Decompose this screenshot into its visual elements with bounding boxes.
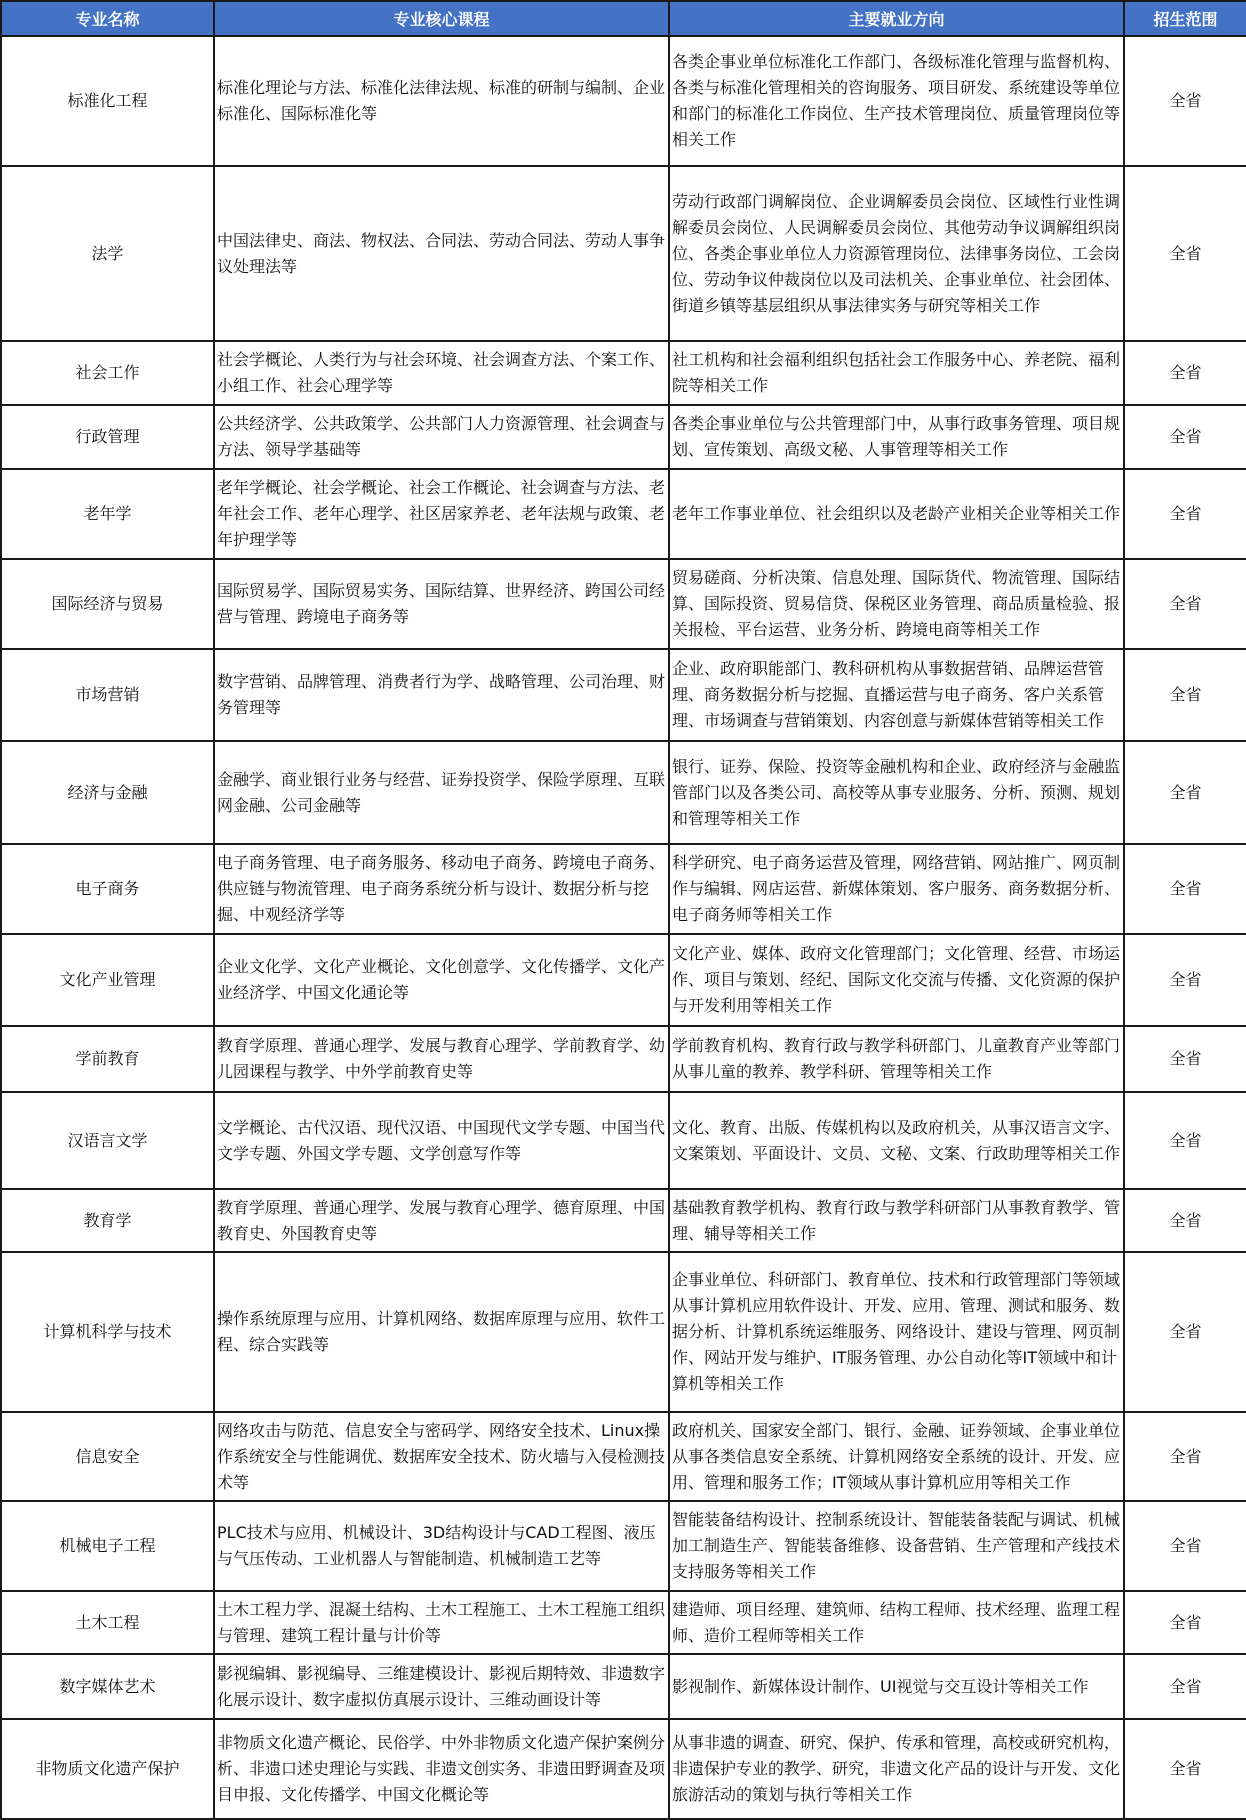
header-row [1,1,1246,36]
major-name-cell-text: 老年学 [83,504,132,523]
employment-cell-text: 企业、政府职能部门、教科研机构从事数据营销、品牌运营管理、商务数据分析与挖掘、直播运营与电子商务、客户关系管理、市场调查与营销策划、内容创意与新媒体营销等相关工作 [672,659,1105,730]
enrollment-scope-cell-text: 全省 [1169,879,1202,898]
enrollment-scope-cell [1124,405,1246,469]
table-row [1,1501,1246,1591]
employment-cell [669,741,1124,844]
header-employment: 主要就业方向 [669,1,1124,36]
major-name-cell-text: 国际经济与贸易 [51,594,164,613]
employment-cell [669,649,1124,741]
employment-cell [669,1654,1124,1719]
employment-cell-text: 劳动行政部门调解岗位、企业调解委员会岗位、区域性行业性调解委员会岗位、人民调解委员会岗位、其他劳动争议调解组织岗位、各类企事业单位人力资源管理岗位、法律事务岗位、工会岗位、劳动争议仲裁岗位以及司法机关、企事业单位、社会团体、街道乡镇等基层组织从事法律实务与研究等相关工作 [672,191,1121,315]
core-courses-cell-text: 影视编辑、影视编导、三维建模设计、影视后期特效、非遗数字化展示设计、数字虚拟仿真展示设计、三维动画设计等 [217,1663,666,1709]
enrollment-scope-cell-text: 全省 [1169,363,1202,382]
core-courses-cell-text: 公共经济学、公共政策学、公共部门人力资源管理、社会调查与方法、领导学基础等 [217,414,666,459]
core-courses-cell [214,469,669,559]
core-courses-cell [214,341,669,405]
core-courses-cell [214,166,669,341]
major-name-cell [1,1654,214,1719]
major-name-cell [1,1092,214,1189]
employment-cell-text: 从事非遗的调查、研究、保护、传承和管理，高校或研究机构，非遗保护专业的教学、研究，非遗文化产品的设计与开发、文化旅游活动的策划与执行等相关工作 [672,1733,1121,1804]
table-row [1,741,1246,844]
enrollment-scope-cell-text: 全省 [1169,1322,1202,1341]
table-row [1,1026,1246,1092]
core-courses-cell [214,1719,669,1819]
employment-cell-text: 智能装备结构设计、控制系统设计、智能装备装配与调试、机械加工制造生产、智能装备维修、设备营销、生产管理和产线技术支持服务等相关工作 [672,1510,1121,1581]
core-courses-cell-text: 国际贸易学、国际贸易实务、国际结算、世界经济、跨国公司经营与管理、跨境电子商务等 [217,581,666,626]
enrollment-scope-cell-text: 全省 [1169,91,1202,110]
enrollment-scope-cell-text: 全省 [1169,243,1202,263]
major-name-cell-text: 学前教育 [75,1049,140,1068]
table-row [1,559,1246,649]
core-courses-cell [214,844,669,934]
core-courses-cell [214,1252,669,1412]
core-courses-cell [214,559,669,649]
major-name-cell-text: 法学 [91,243,124,263]
major-name-cell [1,405,214,469]
major-name-cell [1,1591,214,1654]
major-name-cell-text: 标准化工程 [67,91,148,110]
employment-cell [669,1252,1124,1412]
table-row [1,844,1246,934]
enrollment-scope-cell-text: 全省 [1169,1612,1202,1632]
enrollment-scope-cell [1124,1189,1246,1252]
header-enrollment-scope: 招生范围 [1124,1,1246,36]
employment-cell [669,36,1124,166]
core-courses-cell-text: 企业文化学、文化产业概论、文化创意学、文化传播学、文化产业经济学、中国文化通论等 [217,957,666,1002]
table-row [1,1092,1246,1189]
enrollment-scope-cell-text: 全省 [1169,1049,1202,1068]
employment-cell [669,341,1124,405]
major-name-cell-text: 电子商务 [75,879,140,898]
enrollment-scope-cell-text: 全省 [1169,1676,1202,1696]
enrollment-scope-cell-text: 全省 [1169,782,1202,802]
major-name-cell [1,341,214,405]
enrollment-scope-cell [1124,1501,1246,1591]
major-name-cell [1,469,214,559]
table-row [1,1412,1246,1501]
enrollment-scope-cell-text: 全省 [1169,1446,1202,1466]
enrollment-scope-cell-text: 全省 [1169,594,1202,613]
major-name-cell-text: 文化产业管理 [59,970,156,989]
core-courses-cell [214,1189,669,1252]
employment-cell [669,1719,1124,1819]
major-name-cell-text: 计算机科学与技术 [43,1322,172,1341]
enrollment-scope-cell-text: 全省 [1169,970,1202,989]
table-row [1,1252,1246,1412]
enrollment-scope-cell-text: 全省 [1169,1130,1202,1150]
table-row [1,1591,1246,1654]
employment-cell-text: 基础教育教学机构、教育行政与教学科研部门从事教育教学、管理、辅导等相关工作 [672,1197,1121,1243]
major-name-cell [1,166,214,341]
employment-cell-text: 科学研究、电子商务运营及管理，网络营销、网站推广、网页制作与编辑、网店运营、新媒体策划、客户服务、商务数据分析、电子商务师等相关工作 [672,853,1121,924]
core-courses-cell-text: 老年学概论、社会学概论、社会工作概论、社会调查与方法、老年社会工作、老年心理学、社区居家养老、老年法规与政策、老年护理学等 [217,478,666,549]
employment-cell-text: 影视制作、新媒体设计制作、UI视觉与交互设计等相关工作 [672,1676,1089,1696]
major-name-cell-text: 土木工程 [75,1612,140,1632]
enrollment-scope-cell-text: 全省 [1169,1210,1202,1230]
core-courses-cell-text: 土木工程力学、混凝土结构、土木工程施工、土木工程施工组织与管理、建筑工程计量与计价等 [217,1599,666,1645]
enrollment-scope-cell [1124,341,1246,405]
major-name-cell [1,1412,214,1501]
core-courses-cell-text: 金融学、商业银行业务与经营、证券投资学、保险学原理、互联网金融、公司金融等 [217,769,666,815]
core-courses-cell-text: 操作系统原理与应用、计算机网络、数据库原理与应用、软件工程、综合实践等 [217,1309,666,1354]
major-name-cell [1,1189,214,1252]
enrollment-scope-cell [1124,1412,1246,1501]
header-major-name: 专业名称 [1,1,214,36]
core-courses-cell [214,1412,669,1501]
header-core-courses: 专业核心课程 [214,1,669,36]
enrollment-scope-cell [1124,1026,1246,1092]
employment-cell-text: 各类企事业单位与公共管理部门中，从事行政事务管理、项目规划、宣传策划、高级文秘、人事管理等相关工作 [672,414,1121,459]
major-name-cell-text: 汉语言文学 [67,1130,148,1150]
core-courses-cell-text: 非物质文化遗产概论、民俗学、中外非物质文化遗产保护案例分析、非遗口述史理论与实践、非遗文创实务、非遗田野调查及项目申报、文化传播学、中国文化概论等 [217,1733,666,1804]
table-row [1,469,1246,559]
core-courses-cell-text: 教育学原理、普通心理学、发展与教育心理学、学前教育学、幼儿园课程与教学、中外学前教育史等 [217,1036,666,1081]
major-name-cell [1,1501,214,1591]
table-row [1,649,1246,741]
employment-cell-text: 银行、证券、保险、投资等金融机构和企业、政府经济与金融监管部门以及各类公司、高校等从事专业服务、分析、预测、规划和管理等相关工作 [672,756,1121,828]
table-row [1,405,1246,469]
employment-cell-text: 社工机构和社会福利组织包括社会工作服务中心、养老院、福利院等相关工作 [672,350,1121,395]
employment-cell-text: 贸易磋商、分析决策、信息处理、国际货代、物流管理、国际结算、国际投资、贸易信贷、保税区业务管理、商品质量检验、报关报检、平台运营、业务分析、跨境电商等相关工作 [672,568,1121,639]
enrollment-scope-cell [1124,1591,1246,1654]
employment-cell-text: 文化产业、媒体、政府文化管理部门；文化管理、经营、市场运作、项目与策划、经纪、国际文化交流与传播、文化资源的保护与开发利用等相关工作 [672,944,1121,1015]
core-courses-cell-text: 中国法律史、商法、物权法、合同法、劳动合同法、劳动人事争议处理法等 [217,230,666,276]
major-name-cell-text: 经济与金融 [67,782,148,802]
enrollment-scope-cell [1124,36,1246,166]
major-name-cell-text: 行政管理 [75,427,140,446]
enrollment-scope-cell [1124,559,1246,649]
enrollment-scope-cell [1124,1252,1246,1412]
enrollment-scope-cell [1124,469,1246,559]
employment-cell-text: 政府机关、国家安全部门、银行、金融、证券领域、企事业单位从事各类信息安全系统、计算机网络安全系统的设计、开发、应用、管理和服务工作；IT领域从事计算机应用等相关工作 [672,1420,1121,1492]
table-row [1,166,1246,341]
table-row [1,36,1246,166]
enrollment-scope-cell [1124,166,1246,341]
core-courses-cell-text: 网络攻击与防范、信息安全与密码学、网络安全技术、Linux操作系统安全与性能调优、数据库安全技术、防火墙与入侵检测技术等 [217,1420,666,1492]
enrollment-scope-cell [1124,1654,1246,1719]
core-courses-cell [214,1654,669,1719]
enrollment-scope-cell [1124,649,1246,741]
core-courses-cell-text: 标准化理论与方法、标准化法律法规、标准的研制与编制、企业标准化、国际标准化等 [217,78,666,123]
core-courses-cell-text: 数字营销、品牌管理、消费者行为学、战略管理、公司治理、财务管理等 [217,672,666,717]
major-name-cell-text: 社会工作 [75,363,140,382]
core-courses-cell [214,405,669,469]
major-name-cell [1,1252,214,1412]
major-name-cell-text: 非物质文化遗产保护 [35,1759,180,1778]
enrollment-scope-cell-text: 全省 [1169,1759,1202,1778]
table-row [1,1654,1246,1719]
employment-cell [669,166,1124,341]
enrollment-scope-cell [1124,1092,1246,1189]
core-courses-cell-text: 电子商务管理、电子商务服务、移动电子商务、跨境电子商务、供应链与物流管理、电子商务系统分析与设计、数据分析与挖掘、中观经济学等 [217,853,666,924]
core-courses-cell [214,1092,669,1189]
core-courses-cell [214,649,669,741]
major-name-cell [1,934,214,1026]
employment-cell-text: 各类企事业单位标准化工作部门、各级标准化管理与监督机构、各类与标准化管理相关的咨询服务、项目研发、系统建设等单位和部门的标准化工作岗位、生产技术管理岗位、质量管理岗位等相关工作 [672,52,1121,149]
employment-cell [669,1591,1124,1654]
enrollment-scope-cell [1124,1719,1246,1819]
employment-cell-text: 学前教育机构、教育行政与教学科研部门、儿童教育产业等部门从事儿童的教养、教学科研、管理等相关工作 [672,1036,1121,1081]
employment-cell [669,469,1124,559]
major-name-cell [1,559,214,649]
major-name-cell-text: 数字媒体艺术 [59,1676,156,1696]
employment-cell [669,405,1124,469]
employment-cell-text: 文化、教育、出版、传媒机构以及政府机关，从事汉语言文字、文案策划、平面设计、文员、文秘、文案、行政助理等相关工作 [672,1117,1121,1163]
major-name-cell-text: 机械电子工程 [59,1536,156,1555]
enrollment-scope-cell-text: 全省 [1169,1536,1202,1555]
enrollment-scope-cell [1124,934,1246,1026]
core-courses-cell [214,741,669,844]
enrollment-scope-cell [1124,741,1246,844]
major-name-cell [1,36,214,166]
employment-cell [669,934,1124,1026]
employment-cell [669,1501,1124,1591]
enrollment-scope-cell [1124,844,1246,934]
employment-cell-text: 企事业单位、科研部门、教育单位、技术和行政管理部门等领域从事计算机应用软件设计、开发、应用、管理、测试和服务、数据分析、计算机系统运维服务、网络设计、建设与管理、网页制作、网站开发与维护、IT服务管理、办公自动化等IT领域中和计算机等相关工作 [672,1270,1121,1393]
major-name-cell-text: 教育学 [83,1210,132,1230]
employment-cell [669,1189,1124,1252]
enrollment-scope-cell-text: 全省 [1169,504,1202,523]
employment-cell [669,1026,1124,1092]
core-courses-cell-text: 教育学原理、普通心理学、发展与教育心理学、德育原理、中国教育史、外国教育史等 [217,1197,666,1243]
employment-cell-text: 建造师、项目经理、建筑师、结构工程师、技术经理、监理工程师、造价工程师等相关工作 [672,1599,1121,1645]
enrollment-scope-cell-text: 全省 [1169,427,1202,446]
table-row [1,341,1246,405]
core-courses-cell [214,934,669,1026]
table-row [1,1719,1246,1819]
core-courses-cell [214,36,669,166]
major-name-cell [1,1026,214,1092]
employment-cell [669,844,1124,934]
table-row [1,934,1246,1026]
major-name-cell [1,741,214,844]
enrollment-scope-cell-text: 全省 [1169,685,1202,704]
major-name-cell-text: 市场营销 [75,685,140,704]
employment-cell [669,559,1124,649]
core-courses-cell-text: 社会学概论、人类行为与社会环境、社会调查方法、个案工作、小组工作、社会心理学等 [217,350,666,395]
core-courses-cell [214,1026,669,1092]
table-row [1,1189,1246,1252]
employment-cell [669,1092,1124,1189]
core-courses-cell-text: PLC技术与应用、机械设计、3D结构设计与CAD工程图、液压与气压传动、工业机器人与智能制造、机械制造工艺等 [217,1523,656,1568]
core-courses-cell [214,1501,669,1591]
major-name-cell [1,844,214,934]
major-name-cell-text: 信息安全 [75,1446,140,1466]
employment-cell-text: 老年工作事业单位、社会组织以及老龄产业相关企业等相关工作 [672,504,1121,523]
core-courses-cell [214,1591,669,1654]
employment-cell [669,1412,1124,1501]
major-name-cell [1,1719,214,1819]
core-courses-cell-text: 文学概论、古代汉语、现代汉语、中国现代文学专题、中国当代文学专题、外国文学专题、文学创意写作等 [217,1117,666,1163]
major-name-cell [1,649,214,741]
